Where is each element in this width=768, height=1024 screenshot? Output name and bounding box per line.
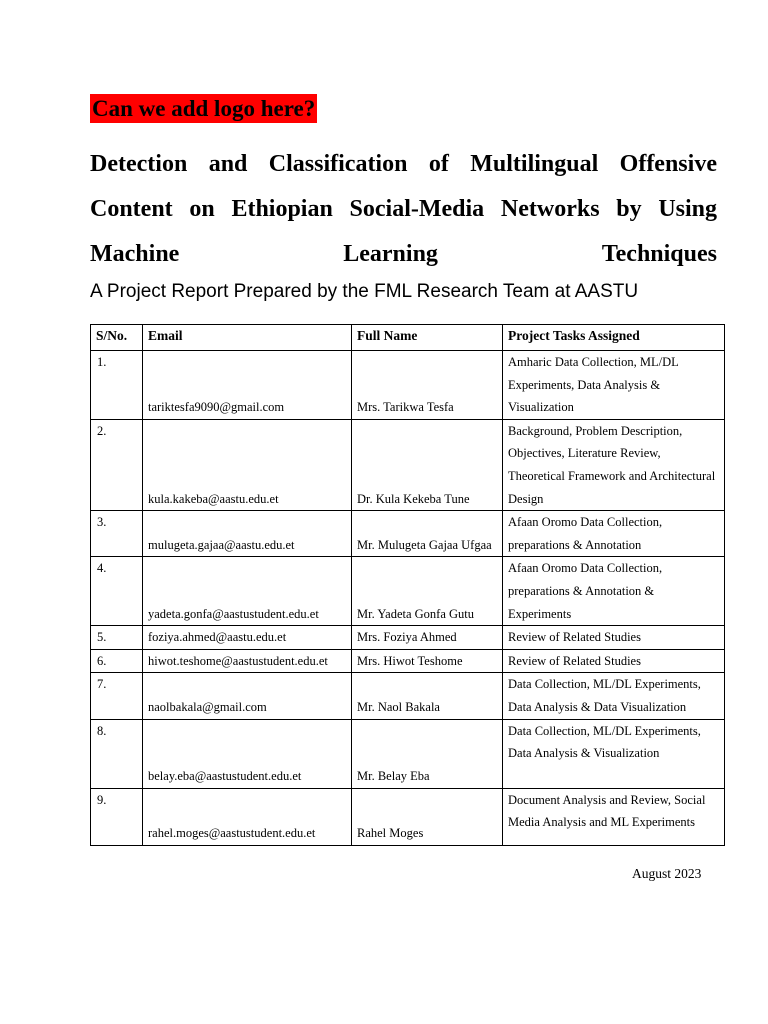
cell-name: Rahel Moges: [352, 788, 503, 845]
table-row: [91, 557, 725, 626]
cell-tasks: Data Collection, ML/DL Experiments, Data Analysis & Data Visualization: [503, 673, 725, 719]
report-subtitle: A Project Report Prepared by the FML Research Team at AASTU: [90, 281, 639, 302]
title-word: Content: [90, 196, 173, 222]
title-word: Detection: [90, 151, 188, 177]
title-word: Networks: [500, 196, 600, 222]
cell-email: belay.eba@aastustudent.edu.et: [143, 719, 352, 788]
table-row: [91, 719, 725, 788]
logo-placeholder-note: Can we add logo here?: [92, 96, 316, 121]
title-word: Using: [658, 196, 717, 222]
title-word: Classification: [268, 151, 408, 177]
cell-email: kula.kakeba@aastu.edu.et: [143, 419, 352, 510]
table-row: [91, 626, 725, 650]
cell-name: Mrs. Foziya Ahmed: [352, 626, 503, 650]
report-date: August 2023: [632, 866, 702, 881]
cell-sno: 7.: [91, 673, 143, 719]
cell-email: mulugeta.gajaa@aastu.edu.et: [143, 511, 352, 557]
cell-email: yadeta.gonfa@aastustudent.edu.et: [143, 557, 352, 626]
title-word: by: [616, 196, 642, 222]
cell-sno: 5.: [91, 626, 143, 650]
cell-name: Mr. Yadeta Gonfa Gutu: [352, 557, 503, 626]
cell-sno: 2.: [91, 419, 143, 510]
cell-tasks: Background, Problem Description, Objectives, Literature Review, Theoretical Framework and Architectural Design: [503, 419, 725, 510]
title-word: Machine: [90, 241, 180, 267]
cell-sno: 6.: [91, 649, 143, 673]
title-line-3: [90, 232, 717, 277]
team-table: [90, 324, 725, 846]
table-row: [91, 511, 725, 557]
cell-sno: 1.: [91, 351, 143, 420]
header-tasks: Project Tasks Assigned: [503, 325, 725, 351]
cell-sno: 3.: [91, 511, 143, 557]
cell-tasks: Amharic Data Collection, ML/DL Experiments, Data Analysis & Visualization: [503, 351, 725, 420]
table-row: [91, 649, 725, 673]
cell-tasks: Document Analysis and Review, Social Media Analysis and ML Experiments: [503, 788, 725, 845]
title-word: Techniques: [601, 241, 717, 267]
cell-tasks: Review of Related Studies: [503, 649, 725, 673]
table-row: [91, 673, 725, 719]
cell-tasks: Review of Related Studies: [503, 626, 725, 650]
title-word: of: [428, 151, 449, 177]
cell-name: Mrs. Hiwot Teshome: [352, 649, 503, 673]
cell-sno: 9.: [91, 788, 143, 845]
title-word: Offensive: [619, 151, 717, 177]
title-word: on: [189, 196, 215, 222]
cell-name: Mrs. Tarikwa Tesfa: [352, 351, 503, 420]
table-row: [91, 788, 725, 845]
cell-sno: 4.: [91, 557, 143, 626]
title-word: Social-Media: [349, 196, 485, 222]
table-row: [91, 419, 725, 510]
cell-name: Dr. Kula Kekeba Tune: [352, 419, 503, 510]
cell-tasks: Data Collection, ML/DL Experiments, Data Analysis & Visualization: [503, 719, 725, 788]
cell-email: hiwot.teshome@aastustudent.edu.et: [143, 649, 352, 673]
cell-tasks: Afaan Oromo Data Collection, preparations & Annotation & Experiments: [503, 557, 725, 626]
cell-email: naolbakala@gmail.com: [143, 673, 352, 719]
header-full-name: Full Name: [352, 325, 503, 351]
title-word: and: [208, 151, 248, 177]
cell-tasks: Afaan Oromo Data Collection, preparations & Annotation: [503, 511, 725, 557]
cell-email: rahel.moges@aastustudent.edu.et: [143, 788, 352, 845]
title-word: Ethiopian: [231, 196, 333, 222]
title-word: Learning: [343, 241, 438, 267]
cell-name: Mr. Mulugeta Gajaa Ufgaa: [352, 511, 503, 557]
cell-sno: 8.: [91, 719, 143, 788]
title-line-2: [90, 187, 717, 232]
document-title: [90, 142, 717, 277]
table-header-row: [91, 325, 725, 351]
table-row: [91, 351, 725, 420]
header-sno: S/No.: [91, 325, 143, 351]
title-line-1: [90, 142, 717, 187]
header-email: Email: [143, 325, 352, 351]
cell-email: tariktesfa9090@gmail.com: [143, 351, 352, 420]
cell-email: foziya.ahmed@aastu.edu.et: [143, 626, 352, 650]
cell-name: Mr. Naol Bakala: [352, 673, 503, 719]
cell-name: Mr. Belay Eba: [352, 719, 503, 788]
title-word: Multilingual: [470, 151, 599, 177]
